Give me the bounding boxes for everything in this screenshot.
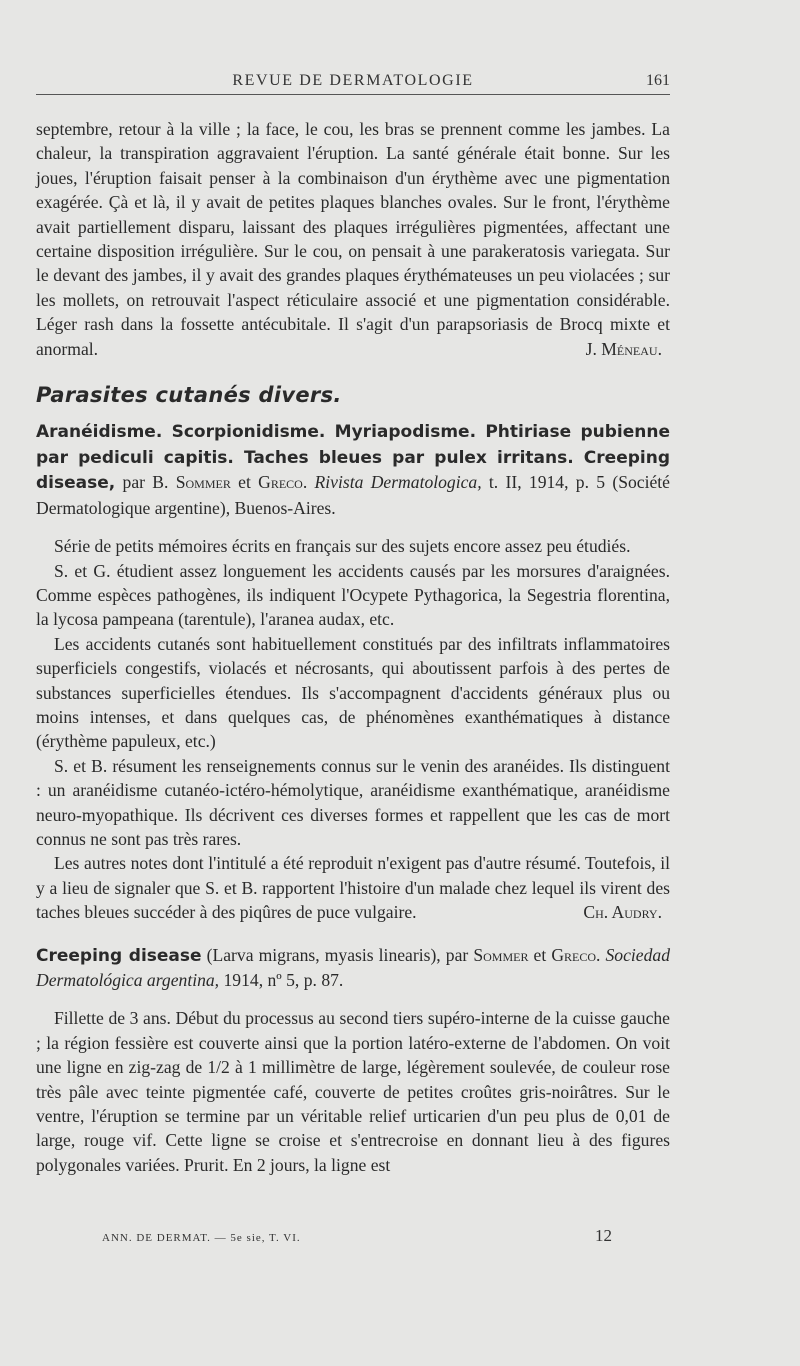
running-header (36, 70, 670, 95)
article2-and: et (533, 944, 547, 965)
section-title: Parasites cutanés divers. (36, 383, 342, 408)
footer-citation: ANN. DE DERMAT. — 5e sie, T. VI. (102, 1232, 301, 1244)
intro-signature: J. Méneau. (585, 338, 662, 359)
article1-paragraph: Les accidents cutanés sont habituellement constitués par des infiltrats inflammatoires superficiels congestifs, violacés et nécrosants, qui aboutissent parfois à des pertes de substances superficielles étendues. Ils s'accompagnent d'accidents généraux plus ou moins intenses, et dans quelques cas, de phénomènes exanthématiques à distance (érythème papuleux, etc.) (36, 633, 670, 752)
article2-ref: 1914, nº 5, p. 87. (223, 970, 344, 991)
article1-paragraph: Les autres notes dont l'intitulé a été reproduit n'exigent pas d'autre résumé. Toutefois, il y a lieu de signaler que S. et B. rapportent l'histoire d'un malade chez lequel ils virent des taches bleues succéder à des piqûres de puce vulgaire. (36, 853, 670, 923)
article2-title: Creeping disease (36, 945, 202, 966)
article1-author2: Greco. (258, 472, 308, 493)
article2-journal: Sociedad Dermatológica argentina, (36, 944, 670, 991)
article2-subtitle: (Larva migrans, myasis linearis), par (206, 944, 469, 965)
article1-author1: Sommer (175, 472, 231, 493)
signature-mark: 12 (595, 1226, 612, 1245)
article1-journal: Rivista Dermatologica, (314, 472, 482, 493)
article1-ref: t. II, 1914, p. 5 (Société Dermatologique argentine), Buenos-Aires. (36, 472, 670, 518)
article1-title: Aranéidisme. Scorpionidisme. Myriapodisme. Phtiriase pubienne par pediculi capitis. Taches bleues par pulex irritans. Creeping disease, (36, 422, 670, 494)
article2-heading (36, 943, 670, 993)
article2-paragraph: Fillette de 3 ans. Début du processus au second tiers supéro-interne de la cuisse gauche ; la région fessière est couverte ainsi que la portion latéro-externe de l'abdomen. On voit une ligne en zig-zag de 1/2 à 1 millimètre de large, légèrement soulevée, de couleur rose très pâle avec teinte pigmentée café, couverte de petites croûtes gris-noirâtres. Sur le ventre, l'éruption se termine par un véritable relief urticarien d'un peu plus de 0,01 de large, rouge vif. Cette ligne se croise et s'entrecroise en donnant lieu à des figures polygonales variées. Prurit. En 2 jours, la ligne est (36, 1008, 670, 1175)
article1-paragraph: S. et G. étudient assez longuement les accidents causés par les morsures d'araignées. Comme espèces pathogènes, ils indiquent l'Ocypete Pythagorica, la Segestria florentina, la lycosa pampeana (tarentule), l'aranea audax, etc. (36, 560, 670, 630)
article1-heading (36, 419, 670, 520)
page-number: 161 (646, 72, 670, 89)
article1-and: et (238, 472, 251, 493)
body-text (36, 117, 670, 1177)
journal-title: REVUE DE DERMATOLOGIE (232, 72, 474, 89)
article2-author2: Greco. (551, 944, 601, 965)
article2-author1: Sommer (473, 944, 529, 965)
article1-signature: Ch. Audry. (583, 902, 662, 923)
intro-paragraph: septembre, retour à la ville ; la face, le cou, les bras se prennent comme les jambes. La chaleur, la transpiration aggravaient l'éruption. La santé générale était bonne. Sur les joues, l'éruption faisait penser à la combinaison d'un érythème avec une pigmentation exagérée. Çà et là, il y avait de petites plaques blanches ovales. Sur le front, l'érythème avait partiellement disparu, laissant des plaques irrégulières pigmentées, affectant une certaine disposition irrégulière. Sur le cou, on pensait à une parakeratosis variegata. Sur le devant des jambes, il y avait des grandes plaques érythémateuses un peu violacées ; sur les mollets, on retrouvait l'aspect réticulaire associé et une pigmentation considérable. Léger rash dans la fossette antécubitale. Il s'agit d'un parapsoriasis de Brocq mixte et anormal. (36, 119, 670, 359)
page-footer (102, 1226, 612, 1245)
article1-by: par B. (122, 472, 169, 493)
article1-paragraph: Série de petits mémoires écrits en français sur des sujets encore assez peu étudiés. (54, 536, 631, 557)
article1-paragraph: S. et B. résument les renseignements connus sur le venin des aranéides. Ils distinguent : un aranéidisme cutanéo-ictéro-hémolytique, aranéidisme exanthématique, aranéidisme neuro-myopathique. Ils décrivent ces diverses formes et rappellent que les cas de mort connus ne sont pas très rares. (36, 755, 670, 849)
